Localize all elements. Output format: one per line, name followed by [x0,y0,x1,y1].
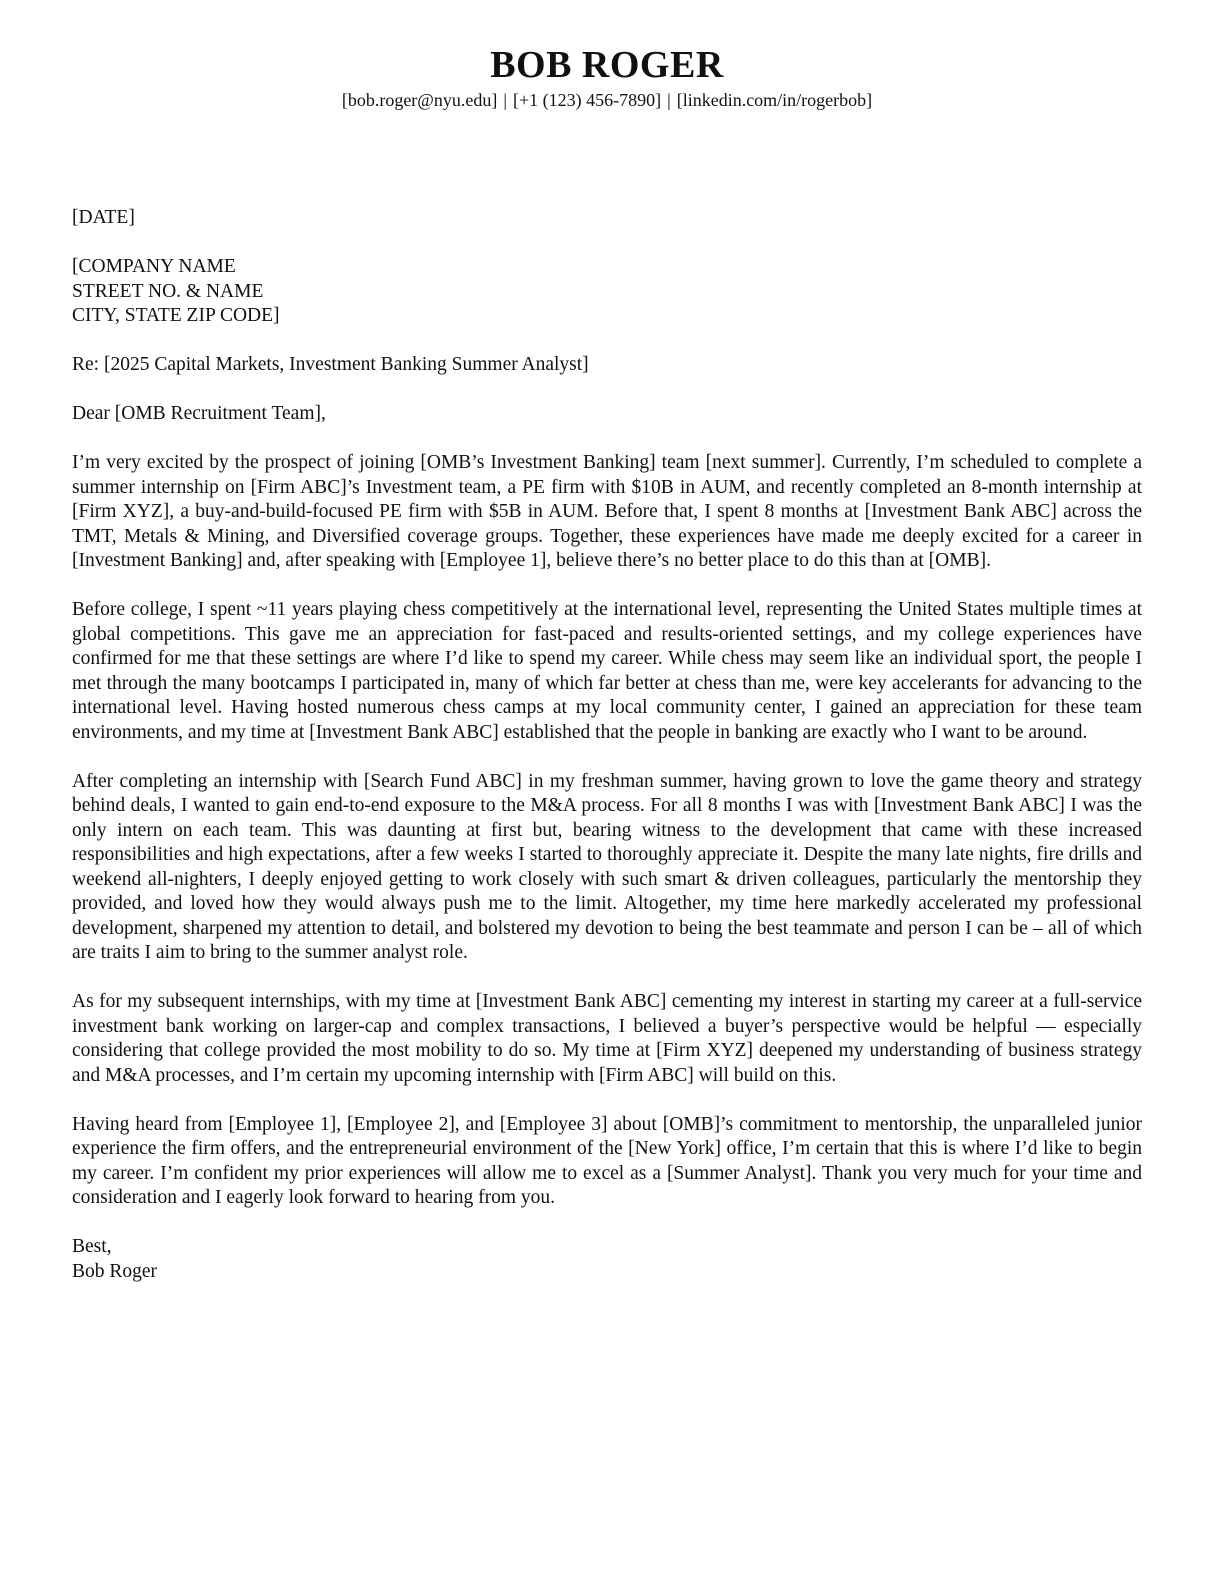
contact-separator: | [503,90,507,110]
letter-date: [DATE] [72,207,135,228]
recipient-address [72,255,1142,329]
contact-email: [bob.roger@nyu.edu] [341,90,498,110]
signature-name: Bob Roger [72,1260,158,1282]
address-line: STREET NO. & NAME [72,280,264,302]
contact-phone: [+1 (123) 456-7890] [512,90,662,110]
address-line: CITY, STATE ZIP CODE] [72,305,280,326]
body-paragraph: Before college, I spent ~11 years playing chess competitively at the international level, representing the United States multiple times at global competitions. This gave me an appreciation for fast-paced and results-oriented settings, and my college experiences have confirmed for me that these settings are where I’d like to spend my career. While chess may seem like an individual sport, the people I met through the many bootcamps I participated in, many of which far better at chess than me, were key accelerants for advancing to the international level. Having hosted numerous chess camps at my local community center, I gained an appreciation for these team environments, and my time at [Investment Bank ABC] established that the people in banking are exactly who I want to be around. [72,599,1142,743]
body-paragraph: I’m very excited by the prospect of joining [OMB’s Investment Banking] team [next summer]. Currently, I’m scheduled to complete a summer internship on [Firm ABC]’s Investment team, a PE firm with $10B in AUM, and recently completed an 8-month internship at [Firm XYZ], a buy-and-build-focused PE firm with $5B in AUM. Before that, I spent 8 months at [Investment Bank ABC] across the TMT, Metals & Mining, and Diversified coverage groups. Together, these experiences have made me deeply excited for a career in [Investment Banking] and, after speaking with [Employee 1], believe there’s no better place to do this than at [OMB]. [72,452,1142,571]
contact-line [72,88,1142,112]
contact-linkedin: [linkedin.com/in/rogerbob] [676,90,873,110]
letter-page [72,0,1142,1584]
letter-header [72,0,1142,112]
salutation: Dear [OMB Recruitment Team], [72,403,326,424]
address-line: [COMPANY NAME [72,256,236,277]
body-paragraph: Having heard from [Employee 1], [Employee 2], and [Employee 3] about [OMB]’s commitment to mentorship, the unparalleled junior experience the firm offers, and the entrepreneurial environment of the [New York] office, I’m certain that this is where I’d like to begin my career. I’m confident my prior experiences will allow me to excel as a [Summer Analyst]. Thank you very much for your time and consideration and I eagerly look forward to hearing from you. [72,1113,1142,1208]
letter-body [72,206,1142,1309]
contact-separator: | [667,90,671,110]
closing: Best, [72,1236,112,1257]
sender-name: BOB ROGER [490,44,724,86]
subject-line: Re: [2025 Capital Markets, Investment Banking Summer Analyst] [72,354,589,375]
sign-off [72,1235,1142,1284]
body-paragraph: After completing an internship with [Search Fund ABC] in my freshman summer, having grown to love the game theory and strategy behind deals, I wanted to gain end-to-end exposure to the M&A process. For all 8 months I was with [Investment Bank ABC] I was the only intern on each team. This was daunting at first but, bearing witness to the development that came with these increased responsibilities and high expectations, after a few weeks I started to thoroughly appreciate it. Despite the many late nights, fire drills and weekend all-nighters, I deeply enjoyed getting to work closely with such smart & driven colleagues, particularly the mentorship they provided, and loved how they would always push me to the limit. Altogether, my time here markedly accelerated my professional development, sharpened my attention to detail, and bolstered my devotion to being the best teammate and person I can be – all of which are traits I aim to bring to the summer analyst role. [72,770,1142,963]
body-paragraph: As for my subsequent internships, with my time at [Investment Bank ABC] cementing my interest in starting my career at a full-service investment bank working on larger-cap and complex transactions, I believed a buyer’s perspective would be helpful — especially considering that college provided the most mobility to do so. My time at [Firm XYZ] deepened my understanding of business strategy and M&A processes, and I’m certain my upcoming internship with [Firm ABC] will build on this. [72,991,1142,1086]
